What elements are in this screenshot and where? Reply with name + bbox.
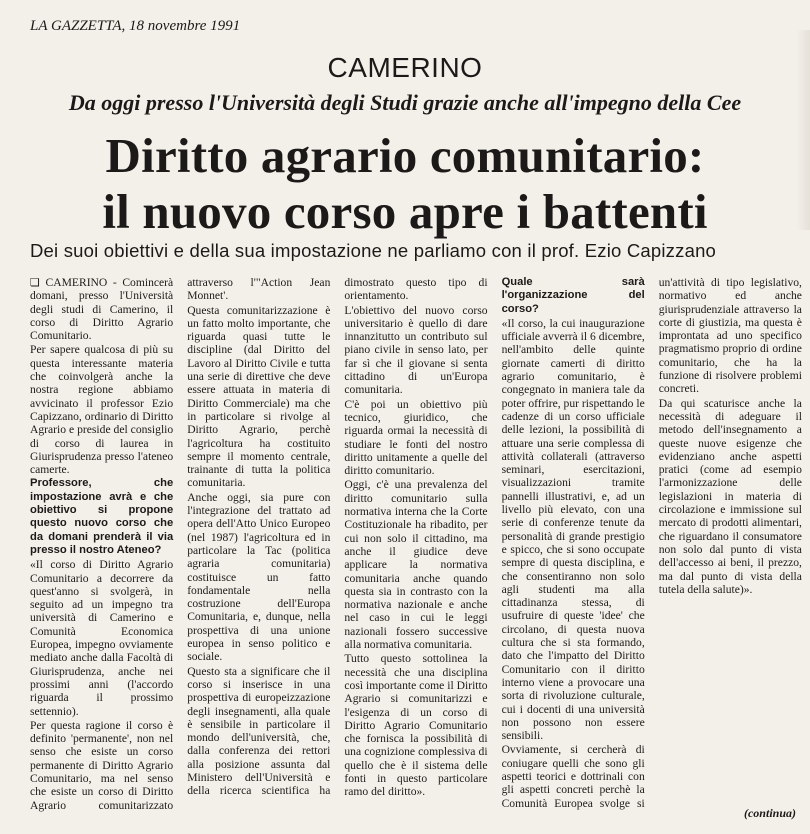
paragraph: Questa comunitarizzazione è un fatto molto importante, che riguarda quasi tutte le discipline (dal Diritto del Lavoro al Diritto Civile e tutta una serie di direttive che deve essere attuata in materia di Diritto Commerciale) ma che in particolare si rivolge al Diritto Agrario, perchè l'agricoltura ha costituito sempre il momento centrale, trainante di tutta la politica comunitaria. <box>187 303 331 490</box>
subheadline: Dei suoi obiettivi e della sua impostazione ne parliamo con il prof. Ezio Capizzano <box>30 240 717 261</box>
headline-line-1: Diritto agrario comunitario: <box>105 128 705 183</box>
paragraph: Tutto questo sottolinea la necessità che una disciplina così importante come il Diritto Agrario si comunitarizzi e l'esigenza di un corso di Diritto Agrario Comunitario che fornisca la possibilità di una cognizione complessiva di quello che è il sistema delle fonti in questo particolare ramo del diritto». <box>344 652 488 799</box>
question: Quale sarà l'organizzazione del corso? <box>501 276 645 315</box>
paragraph: Per questa ragione il corso è definito 'permanente', non nel senso che esiste un corso permanente di Diritto Agrario Comunitario, ma nel senso che esiste un corso di Diritto Agrario comunitarizzato attraverso l'"Action Jean Monnet'. <box>30 276 331 812</box>
continued-label: (continua) <box>743 806 796 820</box>
paragraph: Oggi, c'è una prevalenza del diritto comunitario sulla normativa interna che la Corte Costituzionale ha ribadito, per cui non solo il cittadino, ma anche il giudice deve applicare la normativa comunitaria anche quando questa sia in contrasto con la normativa nazionale e anche nel caso in cui le leggi nazionali fossero successive alla normativa comunitaria. <box>344 478 488 652</box>
question: Professore, che impostazione avrà e che obiettivo si propone questo nuovo corso che da domani prenderà il via presso il nostro Ateneo? <box>30 477 174 556</box>
paragraph: Per sapere qualcosa di più su questa interessante materia che coinvolgerà anche la nostra regione abbiamo avvicinato il professor Ezio Capizzano, ordinario di Diritto Agrario e preside del consiglio di corso di laurea in Giurisprudenza presso l'ateneo camerte. <box>30 343 174 477</box>
paragraph: «Il corso, la cui inaugurazione ufficiale avverrà il 6 dicembre, nell'ambito delle quinte giornate camerti di diritto agrario comunitario, è congegnato in maniera tale da poter offrire, pur rispettando le cadenze di un corso ufficiale delle lezioni, la possibilità di attuare una serie complessa di attività collaterali (attraverso seminari, esercitazioni, visualizzazioni tramite pannelli illustrativi, e, ad un livello più elevato, con una serie di conferenze tenute da personalità di grande prestigio e spicco, che si sono occupate sempre di questa disciplina, e che consentiranno non solo agli studenti ma alla cittadinanza stessa, di usufruire di queste 'idee' che circolano, di questa nuova cultura che si sta formando, dato che l'impatto del Diritto Comunitario con il diritto interno viene a provocare una sorta di rivoluzione culturale, cui i docenti di una università non possono non essere sensibili. <box>501 316 645 743</box>
article-body <box>30 276 802 822</box>
paragraph: Anche oggi, sia pure con l'integrazione del trattato ad opera dell'Atto Unico Europeo (nel 1987) l'agricoltura ed in particolare la Tac (politica agraria comunitaria) costituisce un fatto fondamentale nella costruzione dell'Europa Comunitaria, e, dunque, nella prospettiva di una unione europea in senso politico e sociale. <box>187 490 331 664</box>
paragraph: L'obiettivo del nuovo corso universitario è quello di dare innanzitutto un contributo sul piano civile in senso lato, per far sì che il giovane si senta cittadino di un'Europa comunitaria. <box>344 303 488 397</box>
paragraph: Da qui scaturisce anche la necessità di adeguare il metodo dell'insegnamento a queste nuove esigenze che evidenziano anche aspetti pratici (come ad esempio l'armonizzazione delle legislazioni in materia di circolazione e immissione sul mercato di prodotti alimentari, che riguardano il consumatore non solo dal punto di vista dell'accesso ai beni, il prezzo, ma dal punto di vista della tutela della salute)». <box>658 396 802 596</box>
kicker: Da oggi presso l'Università degli Studi grazie anche all'impegno della Cee <box>68 90 742 115</box>
paragraph-box-icon: ❏ <box>30 276 40 289</box>
paragraph: Ovviamente, si cercherà di coniugare quelli che sono gli aspetti teorici e dottrinali con gli aspetti concreti perchè la Comunità Europea svolge si un'attività di tipo legislativo, normativo ed anche giurisprudenziale attraverso la corte di giustizia, ma questa è improntata ad uno specifico pragmatismo proprio di ordine comunitario, che ha la funzione di risolvere problemi concreti. <box>501 276 802 810</box>
section-title: CAMERINO <box>327 52 483 83</box>
paragraph: Questo sta a significare che il corso si inserisce in una prospettiva di europeizzazione degli insegnamenti, alla quale è sensibile in particolare il mondo dell'università, che, dalla conferenza dei rettori alla posizione assunta dal Ministero dell'Università e della ricerca scientifica ha dimostrato questo tipo di orientamento. <box>187 276 488 798</box>
paragraph: «Il corso di Diritto Agrario Comunitario a decorrere da quest'anno si svolgerà, in seguito ad un impegno tra università di Camerino e Comunità Economica Europea, impegno ovviamente mediato anche dalla Facoltà di Giurisprudenza, anche nei prossimi anni (l'accordo riguarda il prossimo settennio). <box>30 558 174 718</box>
paragraph: ❏ CAMERINO - Comincerà domani, presso l'Università degli studi di Camerino, il corso di Diritto Agrario Comunitario. <box>30 276 174 343</box>
masthead: LA GAZZETTA, 18 novembre 1991 <box>30 18 241 34</box>
headline <box>0 128 810 240</box>
headline-line-2: il nuovo corso apre i battenti <box>102 184 708 239</box>
paragraph: C'è poi un obiettivo più tecnico, giuridico, che riguarda ormai la necessità di studiare le fonti del nostro diritto unitamente a quelle del diritto comunitario. <box>344 397 488 478</box>
